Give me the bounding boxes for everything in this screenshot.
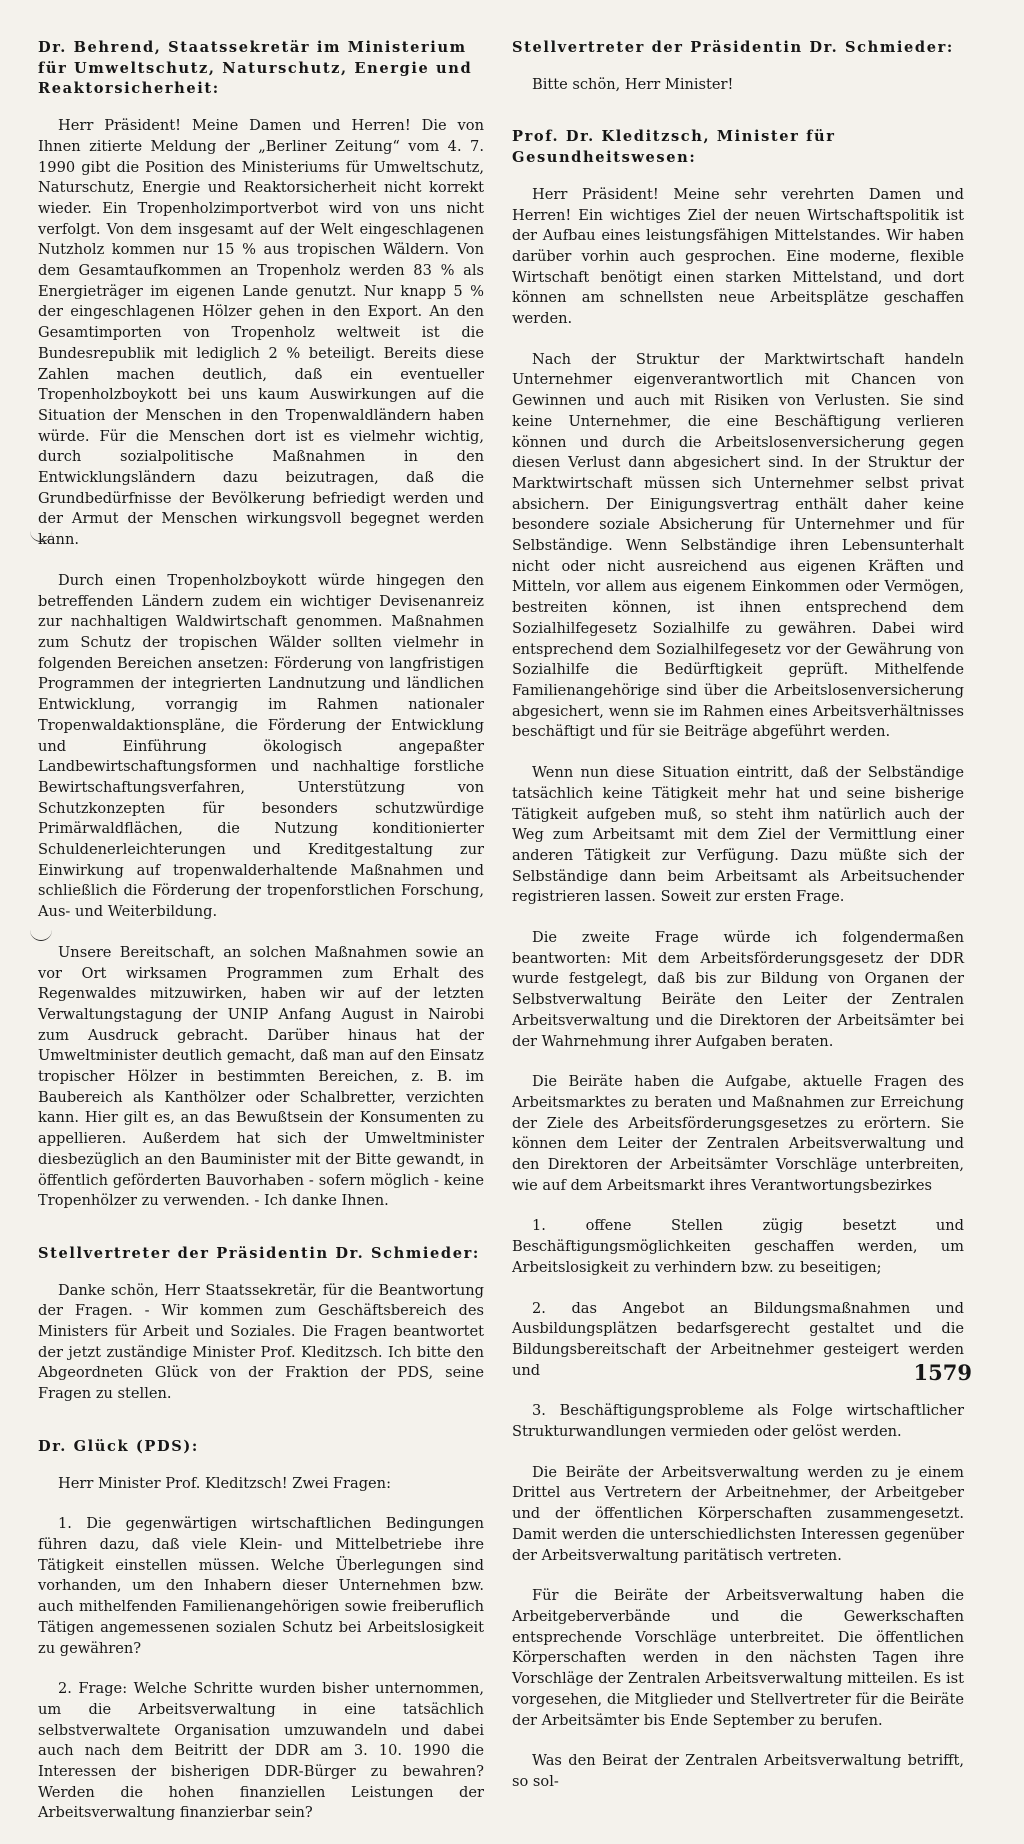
speaker-heading: Dr. Behrend, Staatssekretär im Ministerium für Umweltschutz, Naturschutz, Energie und Reaktorsicherheit: (38, 39, 473, 98)
paragraph: Herr Präsident! Meine Damen und Herren! Die von Ihnen zitierte Meldung der „Berliner Zeitung“ vom 4. 7. 1990 gibt die Position des Ministeriums für Umweltschutz, Naturschutz, Energie und Reaktorsicherheit nicht korrekt wieder. Ein Tropenholzimportverbot wird von uns nicht verfolgt. Von dem insgesamt auf der Welt eingeschlagenen Nutzholz kommen nur 15 % aus tropischen Wäldern. Von dem Gesamtaufkommen an Tropenholz werden 83 % als Energieträger im eigenen Lande genutzt. Nur knapp 5 % der eingeschlagenen Hölzer gehen in den Export. An den Gesamtimporten von Tropenholz weltweit ist die Bundesrepublik mit lediglich 2 % beteiligt. Bereits diese Zahlen machen deutlich, daß ein eventueller Tropenholzboykott bei uns kaum Auswirkungen auf die Situation der Menschen in den Tropenwaldländern haben würde. Für die Menschen dort ist es vielmehr wichtig, durch sozialpolitische Maßnahmen in den Entwicklungsländern dazu beizutragen, daß die Grundbedürfnisse der Bevölkerung befriedigt werden und der Armut der Menschen wirkungsvoll begegnet werden kann. (38, 117, 484, 549)
paragraph: 2. Frage: Welche Schritte wurden bisher unternommen, um die Arbeitsverwaltung in eine tatsächlich selbstverwaltete Organisation umzuwandeln und dabei auch nach dem Beitritt der DDR am 3. 10. 1990 die Interessen der bisherigen DDR-Bürger zu bewahren? Werden die hohen finanziellen Leistungen der Arbeitsverwaltung finanzierbar sein? (38, 1680, 484, 1822)
list-item: 3. Beschäftigungsprobleme als Folge wirtschaftlicher Strukturwandlungen vermieden oder gelöst werden. (512, 1402, 964, 1441)
paragraph: 1. Die gegenwärtigen wirtschaftlichen Bedingungen führen dazu, daß viele Klein- und Mittelbetriebe ihre Tätigkeit einstellen müssen. Welche Überlegungen sind vorhanden, um den Inhabern dieser Unternehmen bzw. auch mithelfenden Familienangehörigen sowie freiberuflich Tätigen angemessenen sozialen Schutz bei Arbeitslosigkeit zu gewähren? (38, 1515, 484, 1657)
paragraph: Herr Minister Prof. Kleditzsch! Zwei Fragen: (58, 1474, 391, 1492)
right-column (512, 38, 964, 1813)
paragraph: Die Beiräte haben die Aufgabe, aktuelle Fragen des Arbeitsmarktes zu beraten und Maßnahmen zur Erreichung der Ziele des Arbeitsförderungsgesetzes zu erörtern. Sie können dem Leiter der Zentralen Arbeitsverwaltung und den Direktoren der Arbeitsämter Vorschläge unterbreiten, wie auf dem Arbeitsmarkt ihres Verantwortungsbezirkes (512, 1073, 964, 1194)
page-number: 1579 (913, 1360, 972, 1385)
paragraph: Durch einen Tropenholzboykott würde hingegen den betreffenden Ländern zudem ein wichtiger Devisenanreiz zur nachhaltigen Waldwirtschaft genommen. Maßnahmen zum Schutz der tropischen Wälder sollten vielmehr in folgenden Bereichen ansetzen: Förderung von langfristigen Programmen der integrierten Landnutzung und ländlichen Entwicklung, vorrangig im Rahmen nationaler Tropenwaldaktionspläne, die Förderung der Entwicklung und Einführung ökologisch angepaßter Landbewirtschaftungsformen und nachhaltige forstliche Bewirtschaftungsverfahren, Unterstützung von Schutzkonzepten für besonders schutzwürdige Primärwaldflächen, die Nutzung konditionierter Schuldenerleichterungen und Kreditgestaltung zur Einwirkung auf tropenwalderhaltende Maßnahmen und schließlich die Förderung der tropenforstlichen Forschung, Aus- und Weiterbildung. (38, 571, 484, 921)
speaker-heading: Dr. Glück (PDS): (38, 1437, 199, 1455)
list-item: 1. offene Stellen zügig besetzt und Beschäftigungsmöglichkeiten geschaffen werden, um Arbeitslosigkeit zu verhindern bzw. zu beseitigen; (512, 1217, 964, 1276)
left-column (38, 38, 484, 1844)
paragraph: Die Beiräte der Arbeitsverwaltung werden zu je einem Drittel aus Vertretern der Arbeitnehmer, der Arbeitgeber und der öffentlichen Körperschaften zusammengesetzt. Damit werden die unterschiedlichsten Interessen gegenüber der Arbeitsverwaltung paritätisch vertreten. (512, 1463, 964, 1564)
paragraph: Nach der Struktur der Marktwirtschaft handeln Unternehmer eigenverantwortlich mit Chancen von Gewinnen und auch mit Risiken von Verlusten. Sie sind keine Unternehmer, die eine Beschäftigung verlieren können und durch die Arbeitslosenversicherung gegen diesen Verlust dann abgesichert sind. In der Struktur der Marktwirtschaft müssen sich Unternehmer selbst privat absichern. Der Einigungsvertrag enthält daher keine besondere soziale Absicherung für Unternehmer und für Selbständige. Wenn Selbständige ihren Lebensunterhalt nicht oder nicht ausreichend aus eigenen Kräften und Mitteln, vor allem aus eigenem Einkommen oder Vermögen, bestreiten können, ist ihnen entsprechend dem Sozialhilfegesetz Sozialhilfe zu gewähren. Dabei wird entsprechend dem Sozialhilfegesetz vor der Gewährung von Sozialhilfe die Bedürftigkeit geprüft. Mithelfende Familienangehörige sind über die Arbeitslosenversicherung abgesichert, wenn sie im Rahmen eines Arbeitsverhältnisses beschäftigt und für sie Beiträge abgeführt werden. (512, 350, 964, 741)
paragraph: Die zweite Frage würde ich folgendermaßen beantworten: Mit dem Arbeitsförderungsgesetz der DDR wurde festgelegt, daß bis zur Bildung von Organen der Selbstverwaltung Beiräte den Leiter der Zentralen Arbeitsverwaltung und die Direktoren der Arbeitsämter bei der Wahrnehmung ihrer Aufgaben beraten. (512, 929, 964, 1050)
paragraph: Herr Präsident! Meine sehr verehrten Damen und Herren! Ein wichtiges Ziel der neuen Wirtschaftspolitik ist der Aufbau eines leistungsfähigen Mittelstandes. Wir haben darüber vorhin auch gesprochen. Eine moderne, flexible Wirtschaft benötigt einen starken Mittelstand, und dort können am schnellsten neue Arbeitsplätze geschaffen werden. (512, 185, 964, 328)
speaker-heading: Stellvertreter der Präsidentin Dr. Schmieder: (512, 39, 954, 56)
paragraph: Was den Beirat der Zentralen Arbeitsverwaltung betrifft, so sol- (512, 1752, 964, 1790)
paragraph: Bitte schön, Herr Minister! (532, 75, 734, 93)
speaker-heading: Prof. Dr. Kleditzsch, Minister für Gesundheitswesen: (512, 128, 836, 167)
list-item: 2. das Angebot an Bildungsmaßnahmen und Ausbildungsplätzen bedarfsgerecht gestaltet und die Bildungsbereitschaft der Arbeitnehmer gesteigert werden und (512, 1299, 964, 1379)
paragraph: Danke schön, Herr Staatssekretär, für die Beantwortung der Fragen. - Wir kommen zum Geschäftsbereich des Ministers für Arbeit und Soziales. Die Fragen beantwortet der jetzt zuständige Minister Prof. Kleditzsch. Ich bitte den Abgeordneten Glück von der Fraktion der PDS, seine Fragen zu stellen. (38, 1281, 484, 1403)
paragraph: Unsere Bereitschaft, an solchen Maßnahmen sowie an vor Ort wirksamen Programmen zum Erhalt des Regenwaldes mitzuwirken, haben wir auf der letzten Verwaltungstagung der UNIP Anfang August in Nairobi zum Ausdruck gebracht. Darüber hinaus hat der Umweltminister deutlich gemacht, daß man auf den Einsatz tropischer Hölzer in bestimmten Bereichen, z. B. im Baubereich als Kanthölzer oder Schalbretter, verzichten kann. Hier gilt es, an das Bewußtsein der Konsumenten zu appellieren. Außerdem hat sich der Umweltminister diesbezüglich an den Bauminister mit der Bitte gewandt, in öffentlich geförderten Bauvorhaben - sofern möglich - keine Tropenhölzer zu verwenden. - Ich danke Ihnen. (38, 943, 484, 1210)
speaker-heading: Stellvertreter der Präsidentin Dr. Schmieder: (38, 1244, 480, 1262)
paragraph: Wenn nun diese Situation eintritt, daß der Selbständige tatsächlich keine Tätigkeit mehr hat und seine bisherige Tätigkeit aufgeben muß, so steht ihm natürlich auch der Weg zum Arbeitsamt mit dem Ziel der Vermittlung einer anderen Tätigkeit zur Verfügung. Dazu müßte sich der Selbständige dann beim Arbeitsamt als Arbeitsuchender registrieren lassen. Soweit zur ersten Frage. (512, 764, 964, 906)
paragraph: Für die Beiräte der Arbeitsverwaltung haben die Arbeitgeberverbände und die Gewerkschaften entsprechende Vorschläge unterbreitet. Die öffentlichen Körperschaften werden in den nächsten Tagen ihre Vorschläge der Zentralen Arbeitsverwaltung mitteilen. Es ist vorgesehen, die Mitglieder und Stellvertreter für die Beiräte der Arbeitsämter bis Ende September zu berufen. (512, 1587, 964, 1729)
